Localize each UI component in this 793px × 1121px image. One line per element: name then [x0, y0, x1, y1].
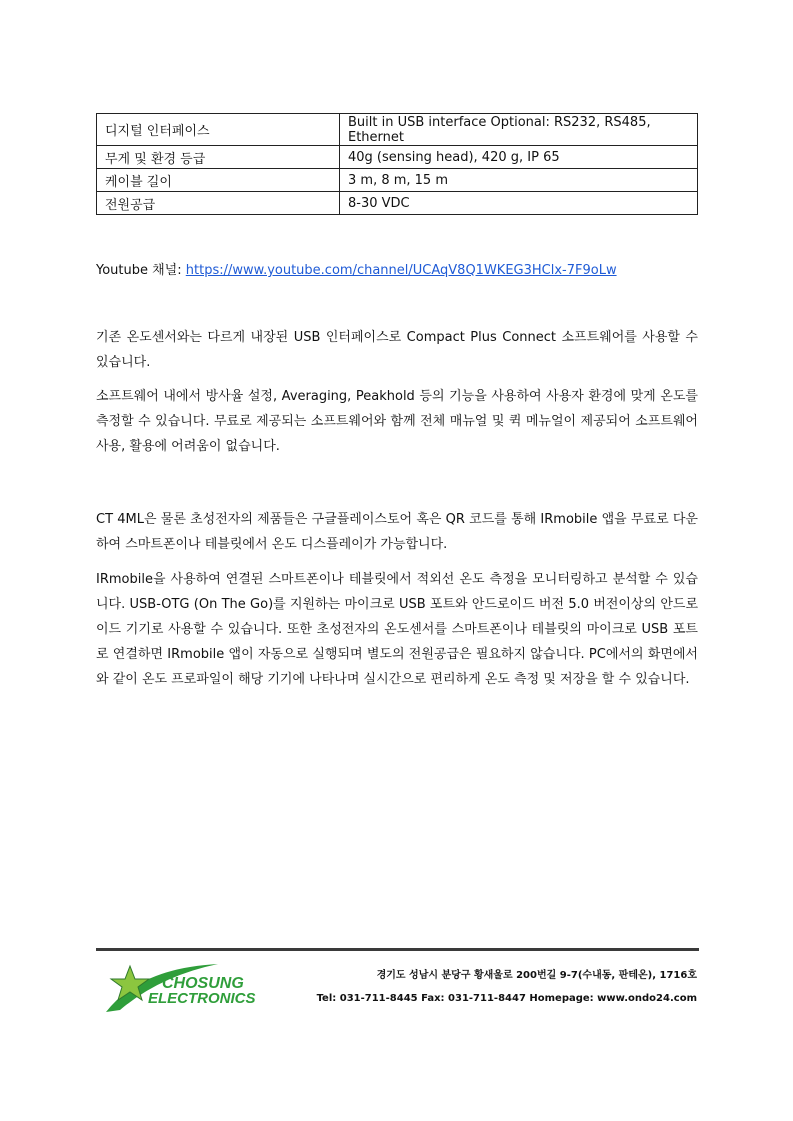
youtube-link[interactable]: https://www.youtube.com/channel/UCAqV8Q1WKEG3HClx-7F9oLw	[185, 263, 617, 278]
chosung-logo	[100, 958, 270, 1020]
spec-key: 케이블 길이	[97, 169, 340, 192]
youtube-label: Youtube 채널:	[96, 263, 186, 278]
table-row	[97, 114, 698, 146]
paragraph-software-intro: 기존 온도센서와는 다르게 내장된 USB 인터페이스로 Compact Plus Connect 소프트웨어를 사용할 수 있습니다.	[96, 330, 698, 370]
paragraph-software-features: 소프트웨어 내에서 방사율 설정, Averaging, Peakhold 등의 기능을 사용하여 사용자 환경에 맞게 온도를 측정할 수 있습니다. 무료로 제공되는 소프트웨어와 함께 전체 매뉴얼 및 퀵 메뉴얼이 제공되어 소프트웨어 사용, 활용에 어려움이 없습니다.	[96, 389, 698, 454]
logo-text-line2: ELECTRONICS	[148, 990, 256, 1007]
spec-value: Built in USB interface Optional: RS232, RS485, Ethernet	[340, 114, 698, 146]
footer-divider	[96, 948, 699, 951]
spec-table	[96, 113, 698, 215]
spec-key: 무게 및 환경 등급	[97, 146, 340, 169]
table-row	[97, 169, 698, 192]
footer-contact-block	[317, 964, 697, 1010]
logo-text-line1: CHOSUNG	[162, 975, 244, 992]
youtube-line	[96, 259, 617, 278]
paragraph-irmobile-details: IRmobile을 사용하여 연결된 스마트폰이나 테블릿에서 적외선 온도 측정을 모니터링하고 분석할 수 있습니다. USB-OTG (On The Go)를 지원하는 마이크로 USB 포트와 안드로이드 버전 5.0 버전이상의 안드로이드 기기로 사용할 수 있습니다. 또한 초성전자의 온도센서를 스마트폰이나 테블릿의 마이크로 USB 포트로 연결하면 IRmobile 앱이 자동으로 실행되며 별도의 전원공급은 필요하지 않습니다. PC에서의 화면에서와 같이 온도 프로파일이 해당 기기에 나타나며 실시간으로 편리하게 온도 측정 및 저장을 할 수 있습니다.	[96, 572, 698, 687]
spec-key: 디지털 인터페이스	[97, 114, 340, 146]
table-row	[97, 146, 698, 169]
spec-value: 3 m, 8 m, 15 m	[340, 169, 698, 192]
paragraph-irmobile-intro: CT 4ML은 물론 초성전자의 제품들은 구글플레이스토어 혹은 QR 코드를 통해 IRmobile 앱을 무료로 다운하여 스마트폰이나 테블릿에서 온도 디스플레이가 가능합니다.	[96, 512, 698, 552]
table-row	[97, 192, 698, 215]
spec-key: 전원공급	[97, 192, 340, 215]
footer-address: 경기도 성남시 분당구 황새울로 200번길 9-7(수내동, 판테온), 1716호	[376, 970, 697, 981]
spec-value: 40g (sensing head), 420 g, IP 65	[340, 146, 698, 169]
footer-contact: Tel: 031-711-8445 Fax: 031-711-8447 Homepage: www.ondo24.com	[316, 993, 697, 1004]
spec-value: 8-30 VDC	[340, 192, 698, 215]
